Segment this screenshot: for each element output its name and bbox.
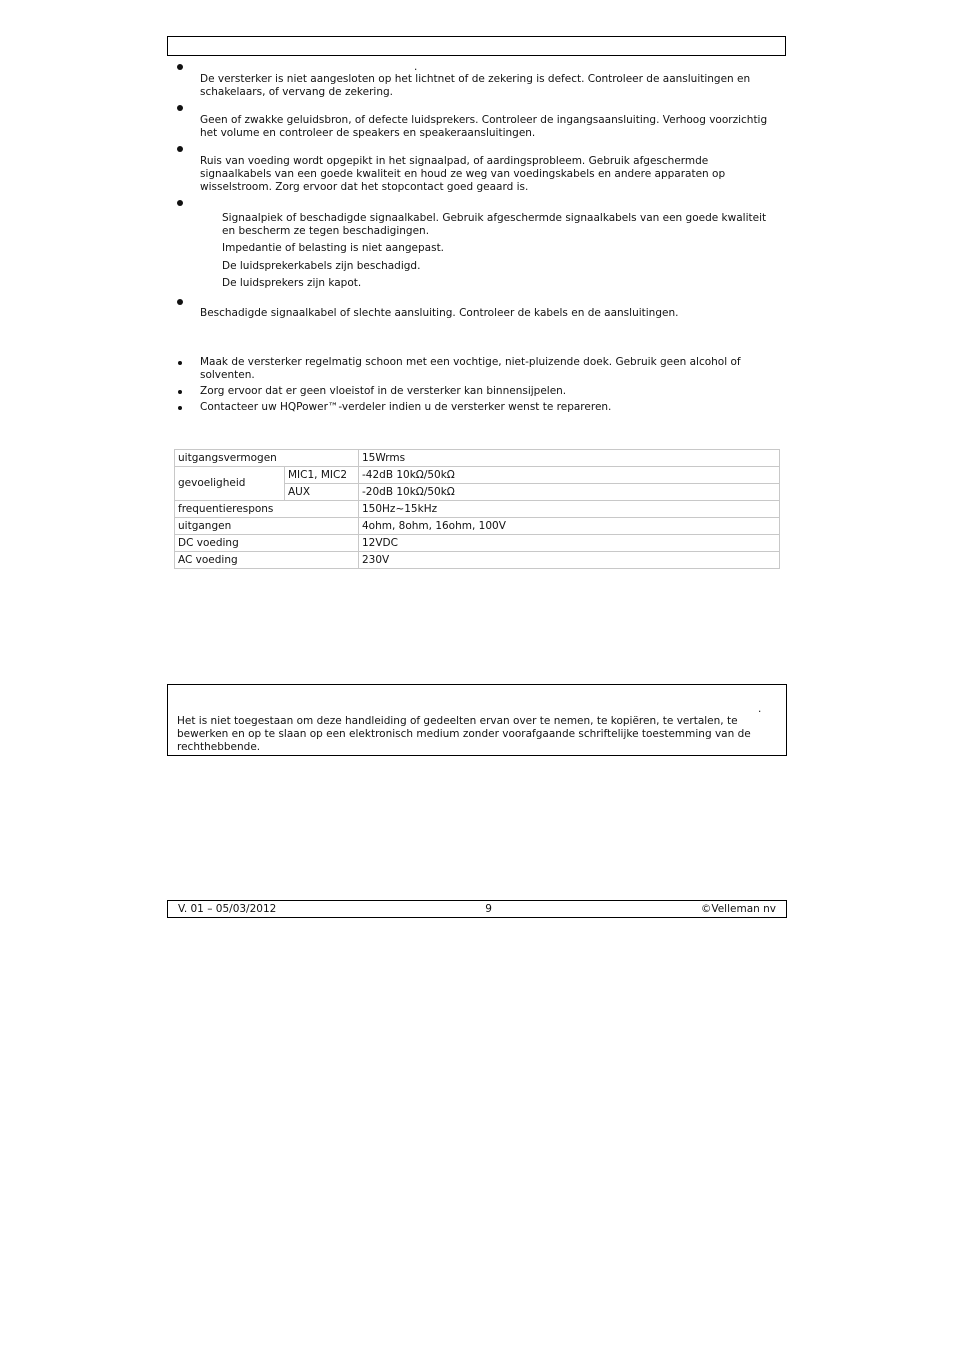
table-row bbox=[175, 518, 780, 535]
maintenance-item-1: Maak de versterker regelmatig schoon met een vochtige, niet-pluizende doek. Gebruik geen alcohol of solventen. bbox=[200, 356, 741, 381]
table-row bbox=[175, 450, 780, 467]
table-row bbox=[175, 467, 780, 484]
bullet bbox=[177, 105, 183, 111]
spec-value: -42dB 10kΩ/50kΩ bbox=[359, 467, 780, 484]
maintenance-item-2: Zorg ervoor dat er geen vloeistof in de versterker kan binnensijpelen. bbox=[200, 385, 567, 397]
separator-dot: . bbox=[414, 61, 418, 73]
spec-label: frequentierespons bbox=[175, 501, 359, 518]
spec-value: 150Hz~15kHz bbox=[359, 501, 780, 518]
maintenance-item-3: Contacteer uw HQPower™-verdeler indien u de versterker wenst te repareren. bbox=[200, 401, 612, 413]
spec-value: 4ohm, 8ohm, 16ohm, 100V bbox=[359, 518, 780, 535]
trouble-item-5: Beschadigde signaalkabel of slechte aansluiting. Controleer de kabels en de aansluitingen. bbox=[200, 307, 679, 319]
spec-label: DC voeding bbox=[175, 535, 359, 552]
bullet bbox=[178, 406, 182, 410]
footer-company: ©Velleman nv bbox=[700, 902, 776, 915]
table-row bbox=[175, 552, 780, 569]
spec-label: uitgangsvermogen bbox=[175, 450, 359, 467]
bullet bbox=[178, 390, 182, 394]
trouble-item-3: Ruis van voeding wordt opgepikt in het signaalpad, of aardingsprobleem. Gebruik afgeschermde signaalkabels van een goede kwaliteit en houd ze weg van voedingskabels en andere apparaten op wisselstroom. Zorg ervoor dat het stopcontact goed geaard is. bbox=[200, 155, 726, 193]
trouble-item-2: Geen of zwakke geluidsbron, of defecte luidsprekers. Controleer de ingangsaansluiting. Verhoog voorzichtig het volume en controleer de speakers en speakeraansluitingen. bbox=[200, 114, 768, 139]
table-row bbox=[175, 501, 780, 518]
page-footer bbox=[167, 900, 787, 918]
bullet bbox=[178, 361, 182, 365]
spec-label: uitgangen bbox=[175, 518, 359, 535]
footer-page-number: 9 bbox=[485, 902, 492, 915]
spec-label: gevoeligheid bbox=[175, 467, 285, 501]
trouble-sub-3: De luidsprekerkabels zijn beschadigd. bbox=[222, 260, 421, 272]
spec-value: 15Wrms bbox=[359, 450, 780, 467]
specs-table bbox=[174, 449, 780, 569]
trouble-item-1: De versterker is niet aangesloten op het lichtnet of de zekering is defect. Controleer de aansluitingen en schakelaars, of vervang de zekering. bbox=[200, 73, 751, 98]
spec-label: AC voeding bbox=[175, 552, 359, 569]
spec-value: 12VDC bbox=[359, 535, 780, 552]
spec-sublabel: MIC1, MIC2 bbox=[285, 467, 359, 484]
bullet bbox=[177, 299, 183, 305]
trouble-sub-1: Signaalpiek of beschadigde signaalkabel. Gebruik afgeschermde signaalkabels van een goede kwaliteit en bescherm ze tegen beschadigingen. bbox=[222, 212, 767, 237]
trouble-sub-2: Impedantie of belasting is niet aangepast. bbox=[222, 242, 445, 254]
bullet bbox=[177, 200, 183, 206]
table-row bbox=[175, 535, 780, 552]
spec-sublabel: AUX bbox=[285, 484, 359, 501]
trouble-sub-4: De luidsprekers zijn kapot. bbox=[222, 277, 362, 289]
header-box bbox=[167, 36, 786, 56]
bullet bbox=[177, 146, 183, 152]
bullet bbox=[177, 64, 183, 70]
spec-value: 230V bbox=[359, 552, 780, 569]
copyright-text: Het is niet toegestaan om deze handleiding of gedeelten ervan over te nemen, te kopiëren, te vertalen, te bewerken en op te slaan op een elektronisch medium zonder voorafgaande schriftelijke toestemming van de rechthebbende. bbox=[177, 715, 751, 753]
separator-dot: . bbox=[758, 703, 762, 715]
spec-value: -20dB 10kΩ/50kΩ bbox=[359, 484, 780, 501]
footer-version: V. 01 – 05/03/2012 bbox=[178, 902, 277, 915]
